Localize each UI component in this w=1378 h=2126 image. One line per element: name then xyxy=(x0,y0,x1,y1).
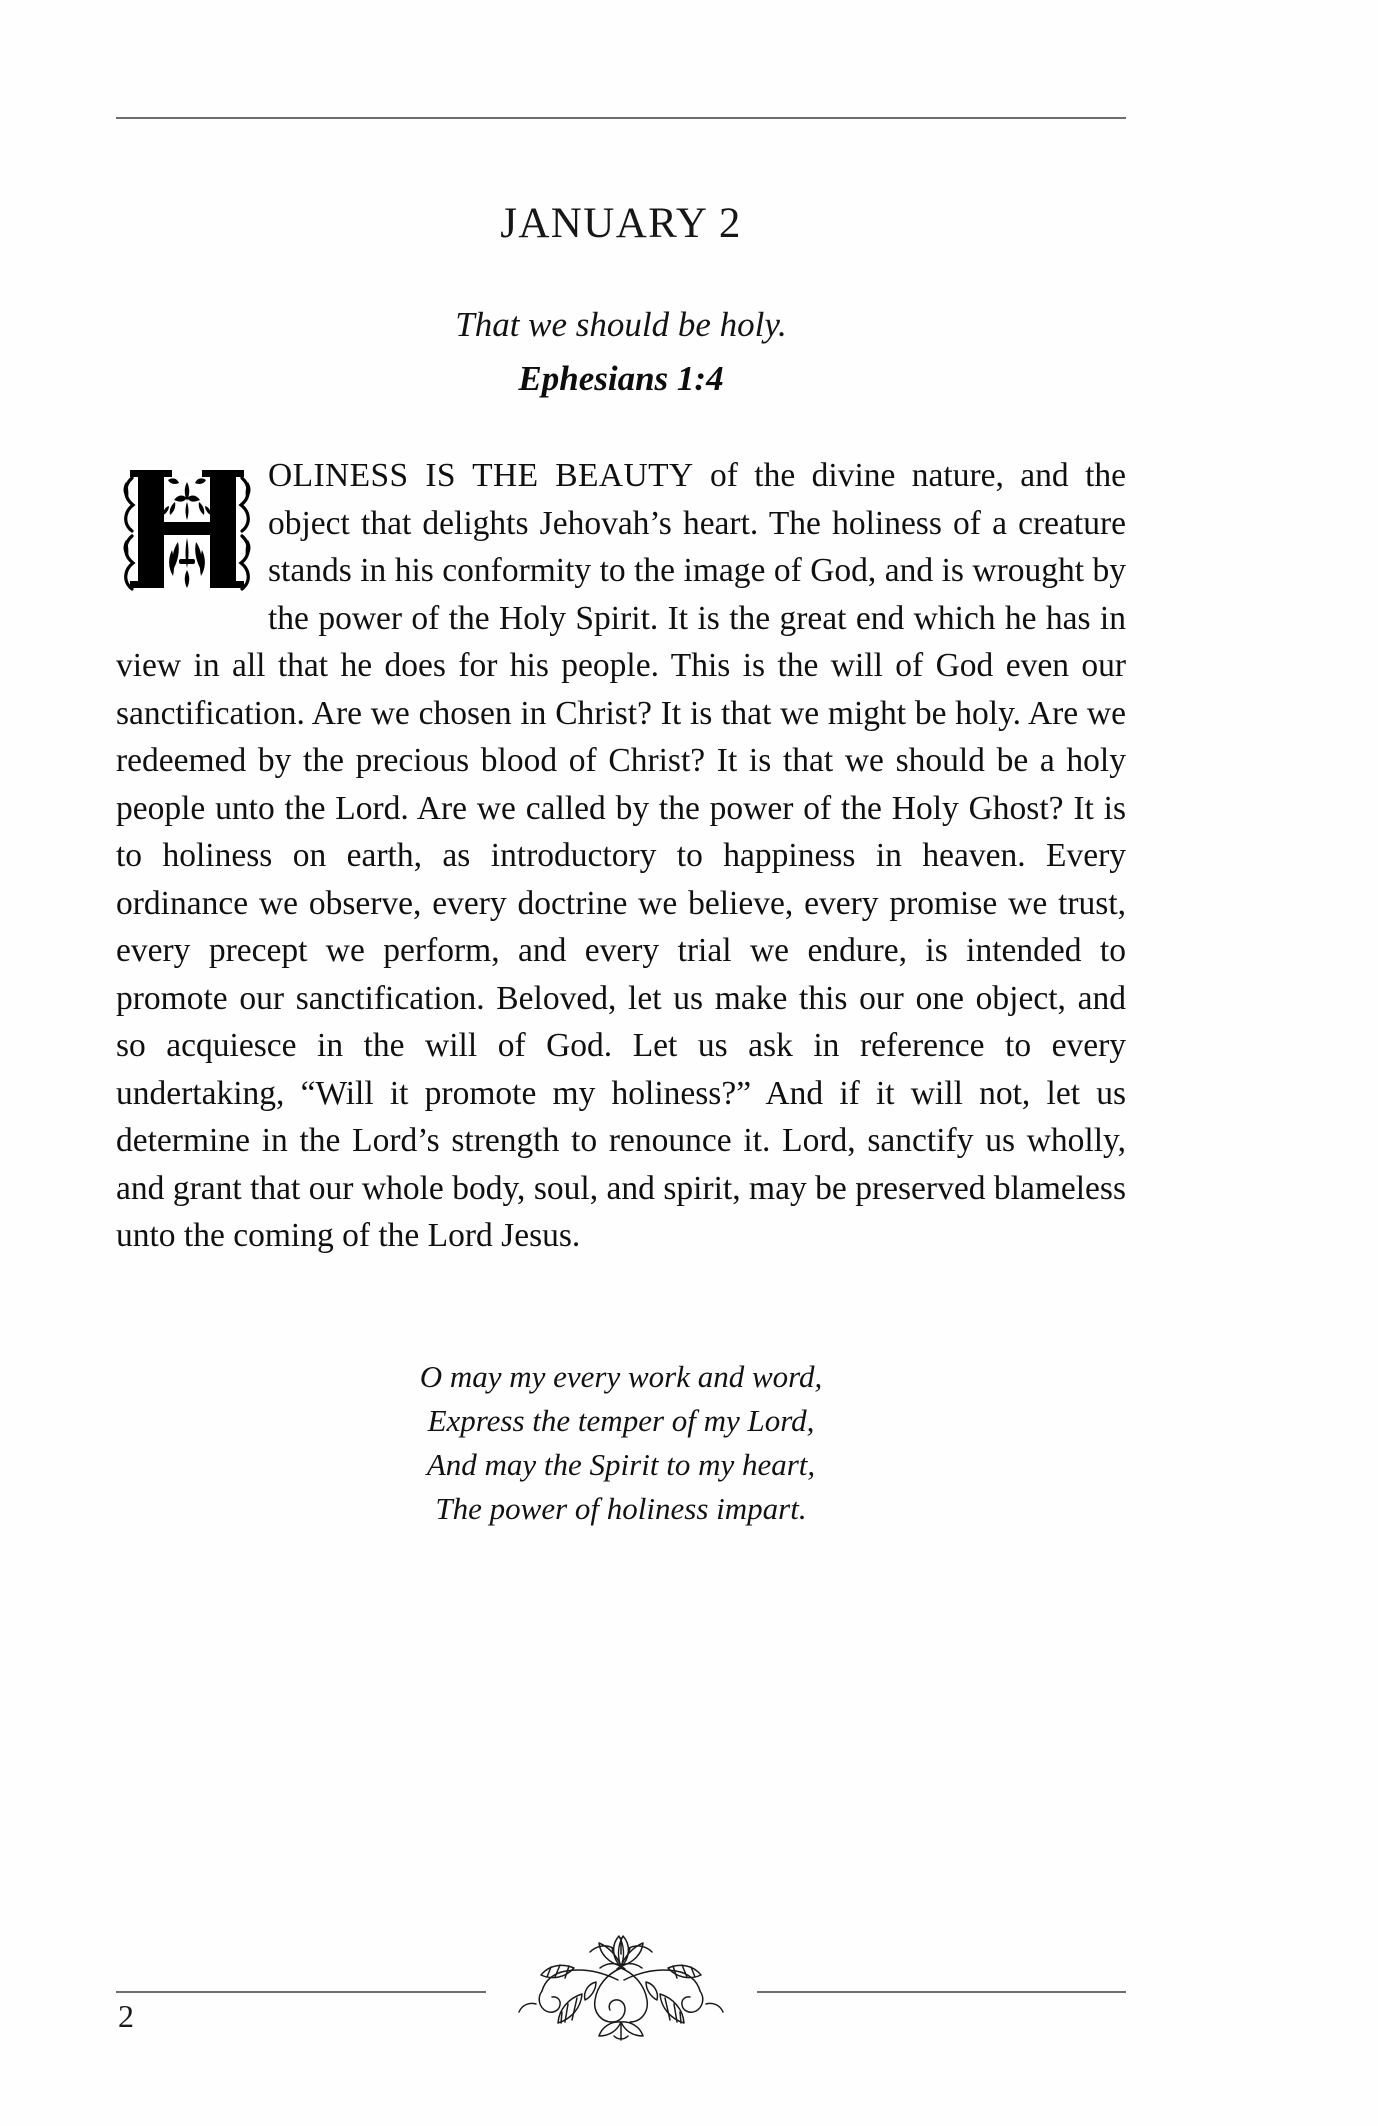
scripture-reference: Ephesians 1:4 xyxy=(518,358,724,398)
footer-rule-right xyxy=(757,1991,1126,1993)
header-rule xyxy=(116,117,1126,119)
verse-line: O may my every work and word, xyxy=(419,1359,823,1394)
scripture-block xyxy=(116,300,1126,403)
footer-rule-left xyxy=(116,1991,486,1993)
hymn-verse xyxy=(116,1355,1126,1531)
devotion-paragraph xyxy=(116,452,1126,1260)
floral-ornament-icon xyxy=(478,1908,764,2076)
ornate-dropcap-h-icon xyxy=(116,458,258,600)
verse-line: The power of holiness impart. xyxy=(435,1491,807,1526)
verse-line: Express the temper of my Lord, xyxy=(427,1403,815,1438)
devotion-opening-smallcaps: OLINESS IS THE BEAUTY xyxy=(268,457,694,494)
scripture-text: That we should be holy. xyxy=(455,305,787,344)
verse-line: And may the Spirit to my heart, xyxy=(426,1447,816,1482)
page-number: 2 xyxy=(118,1998,134,2034)
devotion-body-text: of the divine nature, and the object that delights Jehovah’s heart. The holiness of a creature stands in his conformity to the image of God, and is wrought by the power of the Holy Spirit. It is the great end which he has in view in all that he does for his people. This is the will of God even our sanctification. Are we chosen in Christ? It is that we might be holy. Are we redeemed by the precious blood of Christ? It is that we should be a holy people unto the Lord. Are we called by the power of the Holy Ghost? It is to holiness on earth, as introductory to happiness in heaven. Every ordinance we observe, every doctrine we believe, every promise we trust, every precept we perform, and every trial we endure, is intended to promote our sanctification. Beloved, let us make this our one object, and so acquiesce in the will of God. Let us ask in reference to every undertaking, “Will it promote my holiness?” And if it will not, let us determine in the Lord’s strength to renounce it. Lord, sanctify us wholly, and grant that our whole body, soul, and spirit, may be preserved blameless unto the coming of the Lord Jesus. xyxy=(116,457,1127,1254)
page-title: JANUARY 2 xyxy=(500,200,742,247)
devotion-block xyxy=(116,452,1126,1260)
